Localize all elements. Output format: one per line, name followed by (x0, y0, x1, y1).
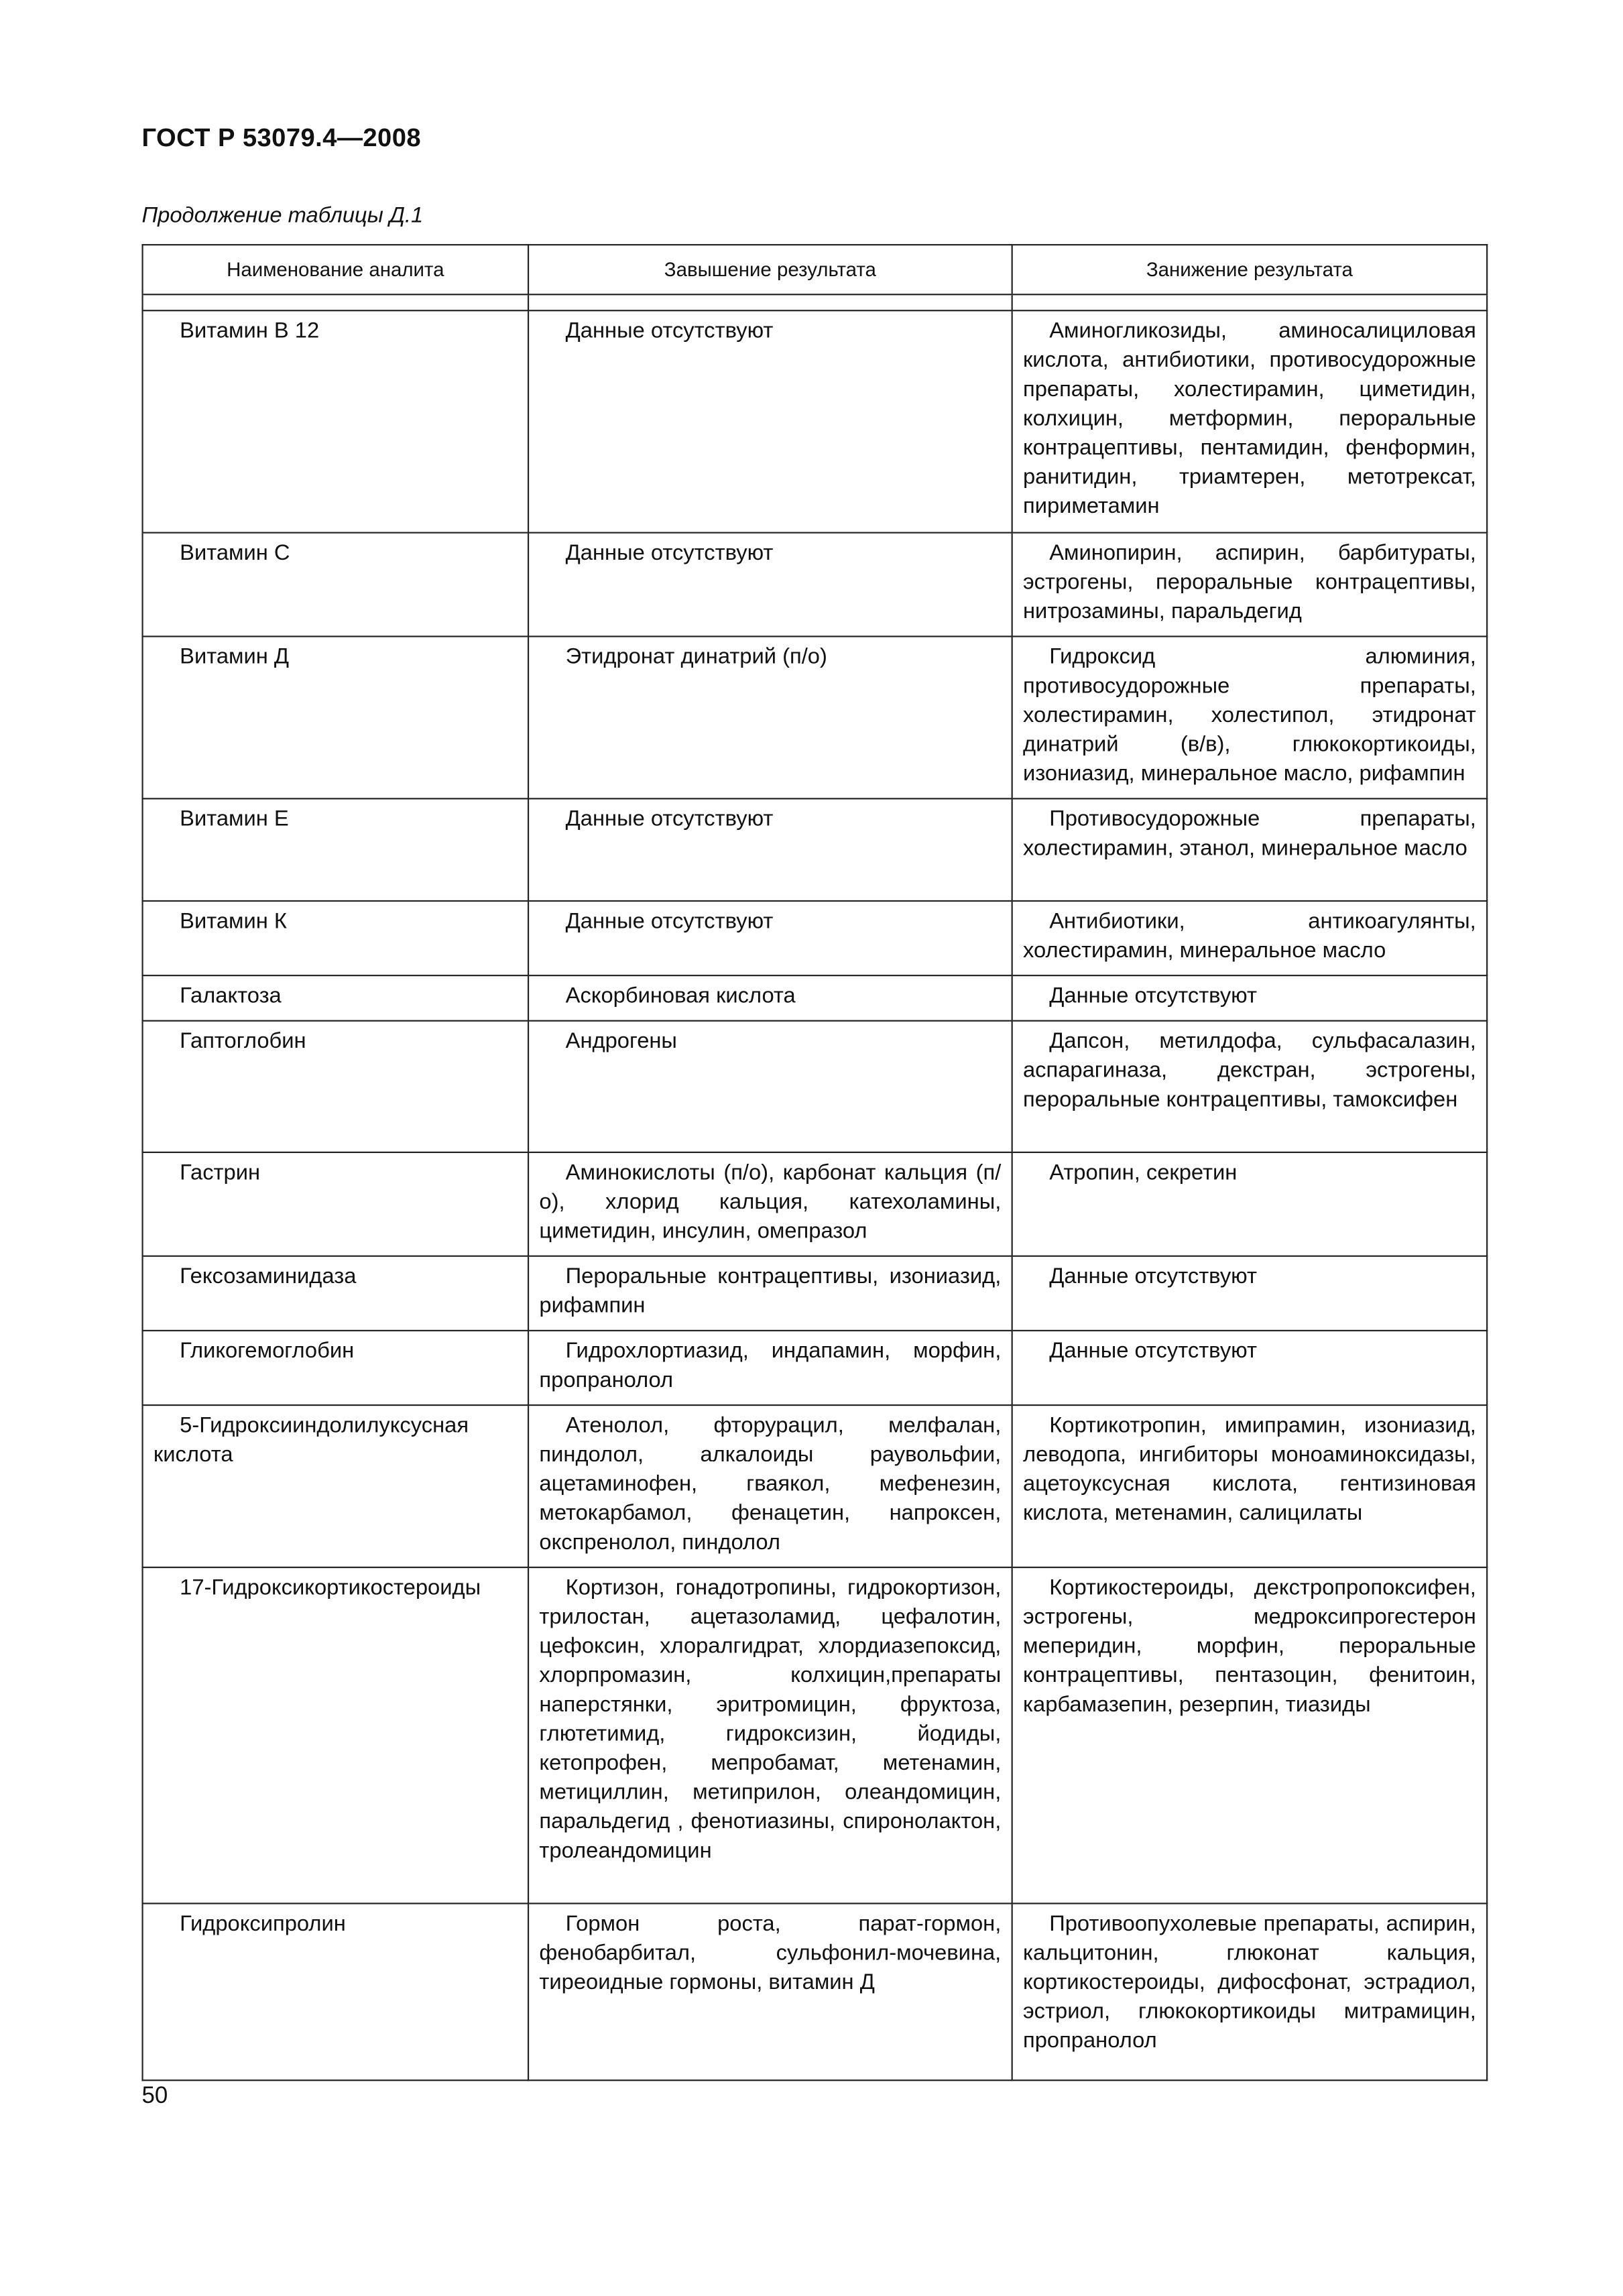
increase-cell: Гидрохлортиазид, индапамин, морфин, пропранолол (528, 1331, 1012, 1405)
table-row (143, 1021, 1488, 1152)
decrease-cell: Аминогликозиды, аминосалициловая кислота, антибиотики, противосудорожные препараты, холестирамин, циметидин, колхицин, метформин, пероральные контрацептивы, пентамидин, фенформин, ранитидин, триамтерен, метотрексат, пириметамин (1012, 310, 1488, 532)
increase-cell: Данные отсутствуют (528, 310, 1012, 532)
analyte-cell: Гаптоглобин (143, 1021, 529, 1152)
table-row (143, 1405, 1488, 1567)
analyte-cell: Гексозаминидаза (143, 1256, 529, 1331)
decrease-cell: Аминопирин, аспирин, барбитураты, эстрогены, пероральные контрацептивы, нитрозамины, паральдегид (1012, 533, 1488, 637)
increase-cell: Пероральные контрацептивы, изониазид, рифампин (528, 1256, 1012, 1331)
analyte-cell: Гликогемоглобин (143, 1331, 529, 1405)
decrease-cell: Гидроксид алюминия, противосудорожные препараты, холестирамин, холестипол, этидронат динатрий (в/в), глюкокортикоиды, изониазид, минеральное масло, рифампин (1012, 636, 1488, 798)
analyte-cell: Галактоза (143, 975, 529, 1021)
decrease-cell: Дапсон, метилдофа, сульфасалазин, аспарагиназа, декстран, эстрогены, пероральные контрацептивы, тамоксифен (1012, 1021, 1488, 1152)
analyte-cell: 5-Гидроксииндолилуксусная кислота (143, 1405, 529, 1567)
decrease-cell: Кортикотропин, имипрамин, изониазид, леводопа, ингибиторы моноаминоксидазы, ацетоуксусная кислота, гентизиновая кислота, метенамин, салицилаты (1012, 1405, 1488, 1567)
increase-cell: Этидронат динатрий (п/о) (528, 636, 1012, 798)
table-row (143, 1152, 1488, 1256)
decrease-cell: Атропин, секретин (1012, 1152, 1488, 1256)
table-header-row (143, 245, 1488, 294)
analyte-cell: Гидроксипролин (143, 1903, 529, 2080)
analyte-cell: Витамин Д (143, 636, 529, 798)
table-row (143, 1256, 1488, 1331)
table-row (143, 901, 1488, 975)
table-row (143, 975, 1488, 1021)
analyte-cell: Витамин В 12 (143, 310, 529, 532)
increase-cell: Кортизон, гонадотропины, гидрокортизон, трилостан, ацетазоламид, цефалотин, цефоксин, хлоралгидрат, хлордиазепоксид, хлорпромазин, колхицин,препараты наперстянки, эритромицин, фруктоза, глютетимид, гидроксизин, йодиды, кетопрофен, мепробамат, метенамин, метициллин, метиприлон, олеандомицин, паральдегид , фенотиазины, спиронолактон, тролеандомицин (528, 1567, 1012, 1903)
increase-cell: Атенолол, фторурацил, мелфалан, пиндолол, алкалоиды раувольфии, ацетаминофен, гваякол, мефенезин, метокарбамол, фенацетин, напроксен, окспренолол, пиндолол (528, 1405, 1012, 1567)
header-separator (143, 294, 1488, 310)
table-row (143, 1331, 1488, 1405)
decrease-cell: Данные отсутствуют (1012, 1331, 1488, 1405)
increase-cell: Данные отсутствуют (528, 901, 1012, 975)
increase-cell: Гормон роста, парат-гормон, фенобарбитал, сульфонил-мочевина, тиреоидные гормоны, витамин Д (528, 1903, 1012, 2080)
analyte-cell: Витамин Е (143, 798, 529, 901)
decrease-cell: Противосудорожные препараты, холестирамин, этанол, минеральное масло (1012, 798, 1488, 901)
table-row (143, 310, 1488, 532)
analyte-cell: 17-Гидроксикортикостероиды (143, 1567, 529, 1903)
decrease-cell: Антибиотики, антикоагулянты, холестирамин, минеральное масло (1012, 901, 1488, 975)
decrease-cell: Противоопухолевые препараты, аспирин, кальцитонин, глюконат кальция, кортикостероиды, дифосфонат, эстрадиол, эстриол, глюкокортикоиды митрамицин, пропранолол (1012, 1903, 1488, 2080)
increase-cell: Данные отсутствуют (528, 798, 1012, 901)
decrease-cell: Данные отсутствуют (1012, 975, 1488, 1021)
decrease-cell: Данные отсутствуют (1012, 1256, 1488, 1331)
analyte-interference-table (141, 244, 1488, 2081)
table-continuation-caption: Продолжение таблицы Д.1 (141, 203, 424, 229)
column-header-decrease: Занижение результата (1012, 245, 1488, 294)
increase-cell: Андрогены (528, 1021, 1012, 1152)
standard-designation: ГОСТ Р 53079.4—2008 (141, 123, 422, 152)
table-row (143, 533, 1488, 637)
table-row (143, 636, 1488, 798)
increase-cell: Данные отсутствуют (528, 533, 1012, 637)
table-row (143, 798, 1488, 901)
analyte-cell: Витамин С (143, 533, 529, 637)
increase-cell: Аскорбиновая кислота (528, 975, 1012, 1021)
page-number: 50 (141, 2083, 168, 2109)
table-row (143, 1567, 1488, 1903)
analyte-cell: Гастрин (143, 1152, 529, 1256)
table-row (143, 1903, 1488, 2080)
analyte-cell: Витамин К (143, 901, 529, 975)
column-header-increase: Завышение результата (528, 245, 1012, 294)
column-header-analyte: Наименование аналита (143, 245, 529, 294)
decrease-cell: Кортикостероиды, декстропропоксифен, эстрогены, медроксипрогестерон меперидин, морфин, пероральные контрацептивы, пентазоцин, фенитоин, карбамазепин, резерпин, тиазиды (1012, 1567, 1488, 1903)
increase-cell: Аминокислоты (п/о), карбонат кальция (п/о), хлорид кальция, катехоламины, циметидин, инсулин, омепразол (528, 1152, 1012, 1256)
